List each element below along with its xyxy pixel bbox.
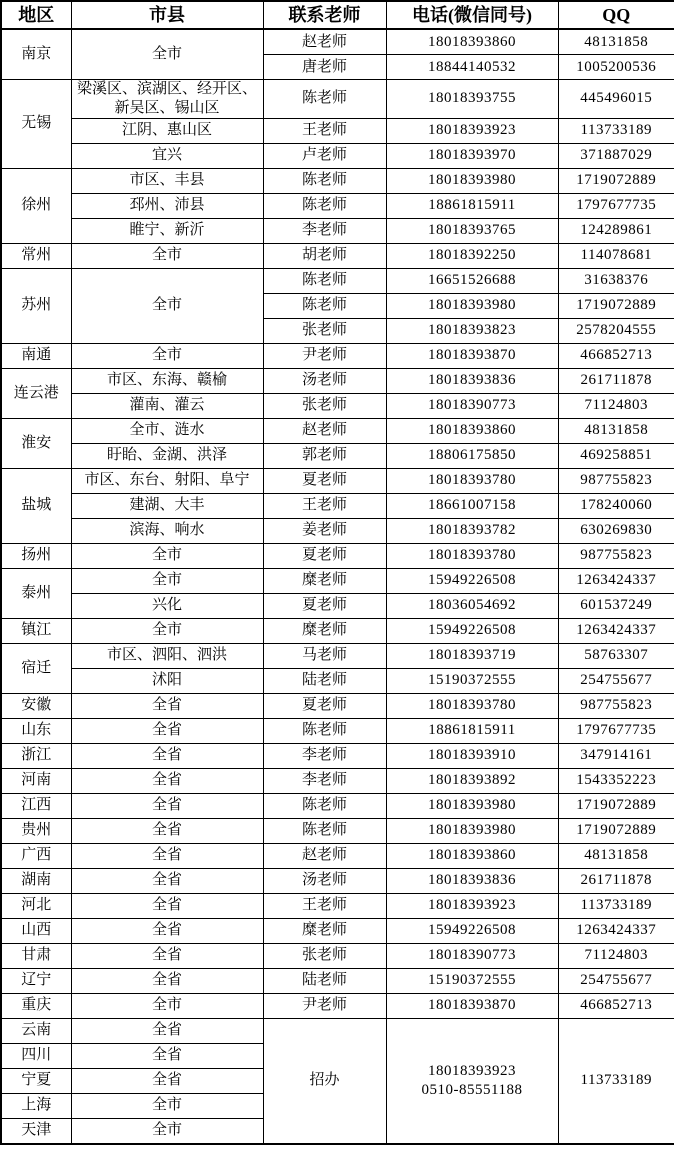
qq-cell: 445496015 [558,80,674,119]
phone-cell: 18018393823 [386,318,558,343]
area-cell: 全省 [71,1018,263,1043]
table-row [1,993,674,1018]
area-cell: 全省 [71,693,263,718]
area-cell: 建湖、大丰 [71,493,263,518]
region-cell: 镇江 [1,618,71,643]
table-row [1,643,674,668]
region-cell: 常州 [1,243,71,268]
phone-cell: 16651526688 [386,268,558,293]
qq-cell: 347914161 [558,743,674,768]
table-row [1,743,674,768]
qq-cell: 113733189 [558,118,674,143]
area-cell: 全市 [71,543,263,568]
teacher-cell: 赵老师 [263,418,386,443]
qq-cell: 2578204555 [558,318,674,343]
qq-cell: 71124803 [558,943,674,968]
teacher-cell: 夏老师 [263,543,386,568]
region-cell: 南京 [1,29,71,80]
table-row [1,268,674,293]
region-cell: 宿迁 [1,643,71,693]
qq-cell: 987755823 [558,693,674,718]
area-cell: 市区、东海、赣榆 [71,368,263,393]
qq-cell: 48131858 [558,29,674,55]
phone-cell: 18861815911 [386,718,558,743]
table-row [1,543,674,568]
region-cell: 盐城 [1,468,71,543]
qq-cell: 31638376 [558,268,674,293]
phone-cell: 18806175850 [386,443,558,468]
area-cell: 全省 [71,843,263,868]
region-cell: 南通 [1,343,71,368]
region-cell: 重庆 [1,993,71,1018]
area-cell: 全省 [71,718,263,743]
phone-cell: 18018393970 [386,143,558,168]
table-row [1,193,674,218]
qq-cell: 1263424337 [558,618,674,643]
table-row [1,1018,674,1043]
table-row [1,918,674,943]
teacher-cell: 赵老师 [263,29,386,55]
col-header-qq: QQ [558,1,674,29]
region-cell: 山东 [1,718,71,743]
phone-cell: 18018393870 [386,343,558,368]
teacher-cell: 赵老师 [263,843,386,868]
qq-cell: 371887029 [558,143,674,168]
area-cell: 全省 [71,1043,263,1068]
phone-cell: 18018393923 0510-85551188 [386,1018,558,1144]
phone-cell: 18861815911 [386,193,558,218]
table-row [1,243,674,268]
area-cell: 全省 [71,743,263,768]
area-cell: 宜兴 [71,143,263,168]
phone-cell: 18018393780 [386,468,558,493]
col-header-phone: 电话(微信同号) [386,1,558,29]
teacher-cell: 唐老师 [263,55,386,80]
teacher-cell: 张老师 [263,318,386,343]
teacher-cell: 尹老师 [263,993,386,1018]
region-cell: 云南 [1,1018,71,1043]
phone-cell: 18018392250 [386,243,558,268]
teacher-cell: 王老师 [263,118,386,143]
qq-cell: 113733189 [558,893,674,918]
table-row [1,443,674,468]
teacher-cell: 王老师 [263,893,386,918]
qq-cell: 261711878 [558,868,674,893]
phone-cell: 18018393836 [386,868,558,893]
area-cell: 全市 [71,29,263,80]
teacher-cell: 李老师 [263,218,386,243]
qq-cell: 261711878 [558,368,674,393]
qq-cell: 1797677735 [558,193,674,218]
teacher-cell: 李老师 [263,743,386,768]
phone-cell: 18018393980 [386,293,558,318]
qq-cell: 1719072889 [558,168,674,193]
area-cell: 全省 [71,1068,263,1093]
region-cell: 河南 [1,768,71,793]
qq-cell: 1797677735 [558,718,674,743]
area-cell: 梁溪区、滨湖区、经开区、新吴区、锡山区 [71,80,263,119]
phone-cell: 18018393755 [386,80,558,119]
region-cell: 徐州 [1,168,71,243]
col-header-area: 市县 [71,1,263,29]
region-cell: 连云港 [1,368,71,418]
teacher-cell: 陆老师 [263,968,386,993]
phone-cell: 18036054692 [386,593,558,618]
area-cell: 全市 [71,268,263,343]
area-cell: 邳州、沛县 [71,193,263,218]
teacher-cell: 陈老师 [263,80,386,119]
table-row [1,393,674,418]
teacher-cell: 陈老师 [263,268,386,293]
area-cell: 全市 [71,618,263,643]
region-cell: 淮安 [1,418,71,468]
area-cell: 全市 [71,243,263,268]
region-cell: 苏州 [1,268,71,343]
area-cell: 盱眙、金湖、洪泽 [71,443,263,468]
col-header-teacher: 联系老师 [263,1,386,29]
teacher-cell: 姜老师 [263,518,386,543]
teacher-cell: 陈老师 [263,818,386,843]
teacher-cell: 陆老师 [263,668,386,693]
teacher-cell: 胡老师 [263,243,386,268]
phone-cell: 18018390773 [386,393,558,418]
table-row [1,29,674,55]
area-cell: 兴化 [71,593,263,618]
qq-cell: 114078681 [558,243,674,268]
table-row [1,893,674,918]
teacher-cell: 陈老师 [263,193,386,218]
qq-cell: 601537249 [558,593,674,618]
qq-cell: 48131858 [558,418,674,443]
region-cell: 浙江 [1,743,71,768]
header-row [1,1,674,29]
qq-cell: 1719072889 [558,293,674,318]
region-cell: 泰州 [1,568,71,618]
teacher-cell: 招办 [263,1018,386,1144]
table-row [1,843,674,868]
qq-cell: 466852713 [558,343,674,368]
area-cell: 全市、涟水 [71,418,263,443]
phone-cell: 18018393780 [386,693,558,718]
region-cell: 贵州 [1,818,71,843]
teacher-cell: 糜老师 [263,568,386,593]
area-cell: 全市 [71,343,263,368]
teacher-cell: 李老师 [263,768,386,793]
phone-cell: 18018393836 [386,368,558,393]
phone-cell: 15190372555 [386,968,558,993]
phone-cell: 15190372555 [386,668,558,693]
phone-cell: 18018393892 [386,768,558,793]
qq-cell: 178240060 [558,493,674,518]
area-cell: 江阴、惠山区 [71,118,263,143]
qq-cell: 124289861 [558,218,674,243]
qq-cell: 987755823 [558,543,674,568]
phone-cell: 18018393923 [386,118,558,143]
table-row [1,468,674,493]
teacher-cell: 夏老师 [263,593,386,618]
table-row [1,343,674,368]
teacher-cell: 糜老师 [263,618,386,643]
region-cell: 宁夏 [1,1068,71,1093]
qq-cell: 254755677 [558,668,674,693]
table-row [1,493,674,518]
area-cell: 全省 [71,868,263,893]
phone-cell: 18661007158 [386,493,558,518]
qq-cell: 987755823 [558,468,674,493]
phone-cell: 18018393980 [386,168,558,193]
teacher-cell: 陈老师 [263,718,386,743]
teacher-cell: 陈老师 [263,793,386,818]
area-cell: 全省 [71,793,263,818]
phone-cell: 15949226508 [386,618,558,643]
area-cell: 市区、泗阳、泗洪 [71,643,263,668]
teacher-cell: 王老师 [263,493,386,518]
area-cell: 全省 [71,818,263,843]
region-cell: 扬州 [1,543,71,568]
phone-cell: 18018393765 [386,218,558,243]
phone-cell: 18018390773 [386,943,558,968]
qq-cell: 1005200536 [558,55,674,80]
table-row [1,693,674,718]
table-row [1,968,674,993]
teacher-cell: 汤老师 [263,868,386,893]
table-row [1,868,674,893]
qq-cell: 466852713 [558,993,674,1018]
table-header [1,1,674,29]
teacher-cell: 尹老师 [263,343,386,368]
teacher-cell: 卢老师 [263,143,386,168]
col-header-region: 地区 [1,1,71,29]
table-body [1,29,674,1144]
teacher-cell: 糜老师 [263,918,386,943]
area-cell: 市区、东台、射阳、阜宁 [71,468,263,493]
qq-cell: 58763307 [558,643,674,668]
table-row [1,768,674,793]
qq-cell: 1543352223 [558,768,674,793]
region-cell: 山西 [1,918,71,943]
area-cell: 市区、丰县 [71,168,263,193]
region-cell: 湖南 [1,868,71,893]
table-row [1,593,674,618]
table-row [1,818,674,843]
phone-cell: 18018393980 [386,818,558,843]
phone-cell: 18018393860 [386,843,558,868]
region-cell: 甘肃 [1,943,71,968]
table-row [1,943,674,968]
region-cell: 江西 [1,793,71,818]
table-row [1,218,674,243]
phone-cell: 15949226508 [386,918,558,943]
area-cell: 全省 [71,768,263,793]
qq-cell: 1719072889 [558,793,674,818]
area-cell: 全市 [71,993,263,1018]
table-row [1,418,674,443]
teacher-cell: 马老师 [263,643,386,668]
area-cell: 滨海、响水 [71,518,263,543]
table-row [1,518,674,543]
phone-cell: 18018393860 [386,29,558,55]
qq-cell: 1263424337 [558,568,674,593]
qq-cell: 254755677 [558,968,674,993]
qq-cell: 113733189 [558,1018,674,1144]
area-cell: 全省 [71,943,263,968]
teacher-cell: 汤老师 [263,368,386,393]
area-cell: 全省 [71,893,263,918]
phone-cell: 18018393860 [386,418,558,443]
teacher-cell: 张老师 [263,943,386,968]
phone-cell: 18018393780 [386,543,558,568]
area-cell: 灌南、灌云 [71,393,263,418]
table-row [1,368,674,393]
teacher-cell: 夏老师 [263,468,386,493]
qq-cell: 1719072889 [558,818,674,843]
region-cell: 四川 [1,1043,71,1068]
table-row [1,143,674,168]
qq-cell: 71124803 [558,393,674,418]
table-row [1,618,674,643]
phone-cell: 15949226508 [386,568,558,593]
teacher-cell: 陈老师 [263,293,386,318]
region-cell: 天津 [1,1118,71,1144]
area-cell: 全省 [71,918,263,943]
qq-cell: 48131858 [558,843,674,868]
teacher-cell: 夏老师 [263,693,386,718]
teacher-cell: 张老师 [263,393,386,418]
phone-cell: 18018393980 [386,793,558,818]
phone-cell: 18018393870 [386,993,558,1018]
qq-cell: 1263424337 [558,918,674,943]
phone-cell: 18844140532 [386,55,558,80]
region-cell: 上海 [1,1093,71,1118]
qq-cell: 630269830 [558,518,674,543]
phone-cell: 18018393910 [386,743,558,768]
region-cell: 广西 [1,843,71,868]
table-row [1,718,674,743]
area-cell: 沭阳 [71,668,263,693]
table-row [1,568,674,593]
area-cell: 全市 [71,1093,263,1118]
area-cell: 全市 [71,568,263,593]
teacher-cell: 郭老师 [263,443,386,468]
phone-cell: 18018393782 [386,518,558,543]
region-cell: 安徽 [1,693,71,718]
table-row [1,118,674,143]
phone-cell: 18018393923 [386,893,558,918]
phone-cell: 18018393719 [386,643,558,668]
teacher-cell: 陈老师 [263,168,386,193]
qq-cell: 469258851 [558,443,674,468]
area-cell: 睢宁、新沂 [71,218,263,243]
area-cell: 全市 [71,1118,263,1144]
table-row [1,668,674,693]
region-cell: 辽宁 [1,968,71,993]
table-row [1,80,674,119]
region-cell: 无锡 [1,80,71,169]
table-row [1,168,674,193]
area-cell: 全省 [71,968,263,993]
table-row [1,793,674,818]
region-cell: 河北 [1,893,71,918]
